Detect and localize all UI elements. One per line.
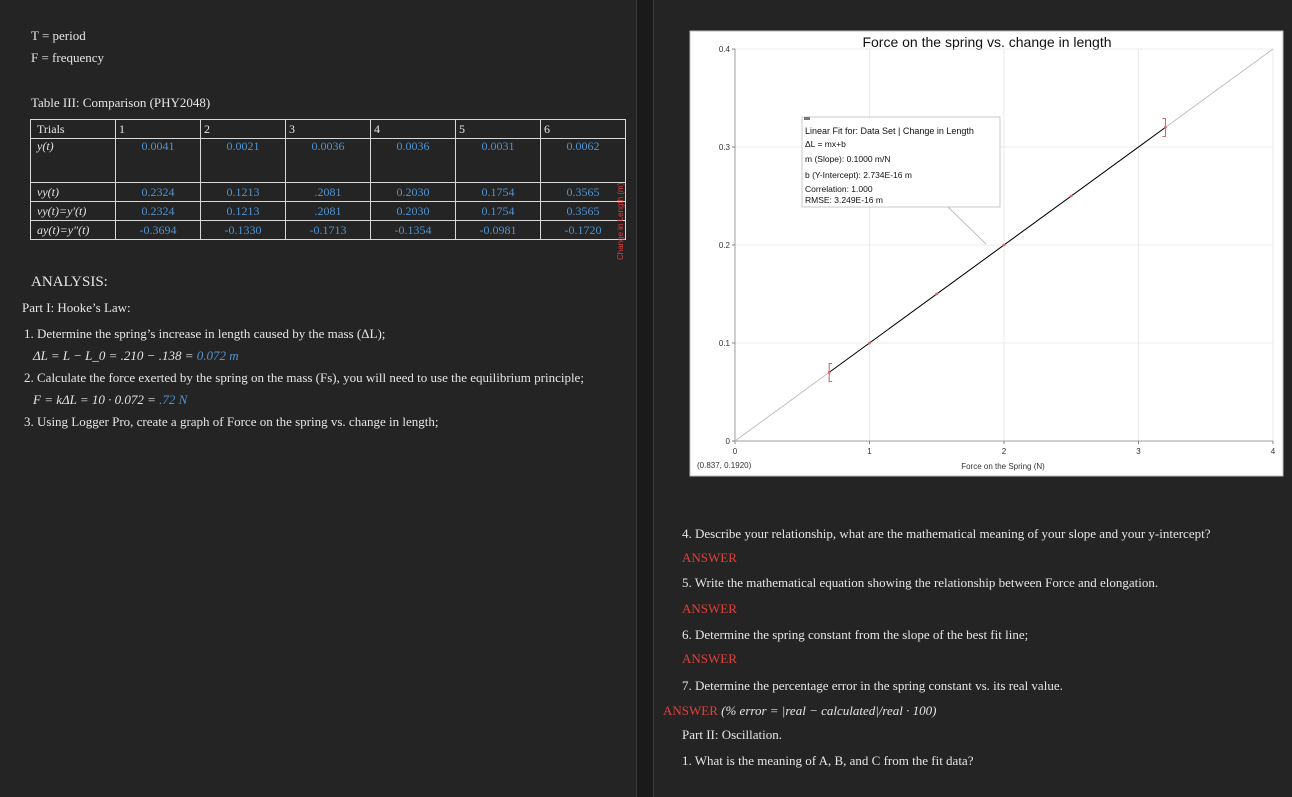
answer-value: .72 N bbox=[159, 392, 188, 407]
table-cell[interactable]: 0.1213 bbox=[201, 183, 286, 202]
table-cell[interactable]: 0.2030 bbox=[371, 183, 456, 202]
table-header-cell: 5 bbox=[456, 120, 541, 139]
x-tick-label: 2 bbox=[1001, 447, 1007, 456]
table-cell[interactable]: -0.1354 bbox=[371, 221, 456, 240]
table-cell[interactable]: 0.0041 bbox=[116, 139, 201, 183]
table-cell[interactable]: 0.2324 bbox=[116, 183, 201, 202]
table-cell[interactable]: 0.0021 bbox=[201, 139, 286, 183]
part2-question-1: 1. What is the meaning of A, B, and C from the fit data? bbox=[682, 753, 974, 768]
coordinate-readout: (0.837, 0.1920) bbox=[697, 461, 752, 470]
table-cell[interactable]: 0.1754 bbox=[456, 202, 541, 221]
data-point[interactable] bbox=[1003, 244, 1006, 247]
y-tick-label: 0.1 bbox=[718, 339, 730, 348]
y-axis-label: Change in Length (m) bbox=[616, 182, 625, 260]
chart-title: Force on the spring vs. change in length bbox=[862, 34, 1112, 50]
answer-5[interactable]: ANSWER bbox=[682, 601, 737, 616]
table-cell[interactable]: .2081 bbox=[286, 202, 371, 221]
answer-4[interactable]: ANSWER bbox=[682, 550, 737, 565]
data-point[interactable] bbox=[828, 371, 831, 374]
fit-box-handle[interactable] bbox=[804, 117, 810, 120]
table-header-cell: 6 bbox=[541, 120, 626, 139]
table-cell[interactable]: 0.2324 bbox=[116, 202, 201, 221]
table-cell[interactable]: -0.1720 bbox=[541, 221, 626, 240]
answer-7: ANSWER bbox=[663, 703, 718, 718]
table-cell[interactable]: -0.1713 bbox=[286, 221, 371, 240]
table-cell[interactable]: 0.0036 bbox=[286, 139, 371, 183]
y-tick-label: 0.3 bbox=[718, 143, 730, 152]
row-label: vy(t)=y′(t) bbox=[31, 202, 116, 221]
x-tick-label: 1 bbox=[867, 447, 872, 456]
table-row bbox=[31, 139, 626, 183]
row-label: ay(t)=y″(t) bbox=[31, 221, 116, 240]
percent-error-formula: (% error = |real − calculated|/real · 100) bbox=[717, 703, 937, 718]
y-tick-label: 0 bbox=[725, 437, 730, 446]
table-cell[interactable]: 0.1754 bbox=[456, 183, 541, 202]
table-cell[interactable]: 0.1213 bbox=[201, 202, 286, 221]
y-tick-label: 0.4 bbox=[718, 45, 730, 54]
table-cell[interactable]: 0.3565 bbox=[541, 183, 626, 202]
analysis-heading: ANALYSIS: bbox=[31, 274, 108, 290]
x-axis-label: Force on the Spring (N) bbox=[961, 462, 1045, 471]
x-tick-label: 4 bbox=[1270, 447, 1276, 456]
data-point[interactable] bbox=[868, 342, 871, 345]
answer-value: 0.072 m bbox=[196, 348, 239, 363]
calculation-text: F = kΔL = 10 · 0.072 = bbox=[33, 392, 160, 407]
question-3: 3. Using Logger Pro, create a graph of Force on the spring vs. change in length; bbox=[24, 414, 439, 429]
table-header-cell: 2 bbox=[201, 120, 286, 139]
question-1-calculation bbox=[33, 348, 239, 364]
table-row bbox=[31, 183, 626, 202]
definition-frequency: F = frequency bbox=[31, 50, 105, 65]
fit-box-line: m (Slope): 0.1000 m/N bbox=[805, 154, 891, 164]
fit-box-line: RMSE: 3.249E-16 m bbox=[805, 195, 883, 205]
page-divider bbox=[636, 0, 654, 797]
table-cell[interactable]: 0.3565 bbox=[541, 202, 626, 221]
definition-period: T = period bbox=[31, 28, 86, 43]
table-header-cell: 4 bbox=[371, 120, 456, 139]
question-5: 5. Write the mathematical equation showing the relationship between Force and elongation. bbox=[682, 575, 1159, 590]
x-tick-label: 0 bbox=[732, 447, 738, 456]
table-cell[interactable]: 0.0031 bbox=[456, 139, 541, 183]
comparison-table[interactable] bbox=[30, 119, 626, 240]
calculation-text: ΔL = L − L_0 = .210 − .138 = bbox=[33, 348, 197, 363]
table-cell[interactable]: 0.2030 bbox=[371, 202, 456, 221]
table-cell[interactable]: 0.0036 bbox=[371, 139, 456, 183]
table-row bbox=[31, 221, 626, 240]
data-point[interactable] bbox=[1070, 195, 1073, 198]
question-2: 2. Calculate the force exerted by the spring on the mass (Fs), you will need to use the equilibrium principle; bbox=[24, 370, 584, 385]
row-label: vy(t) bbox=[31, 183, 116, 202]
table-cell[interactable]: -0.1330 bbox=[201, 221, 286, 240]
data-point[interactable] bbox=[1164, 126, 1167, 129]
table-header-cell: 1 bbox=[116, 120, 201, 139]
table-cell[interactable]: .2081 bbox=[286, 183, 371, 202]
table-header-cell: Trials bbox=[31, 120, 116, 139]
fit-box-line: b (Y-Intercept): 2.734E-16 m bbox=[805, 170, 912, 180]
fit-box-line: Correlation: 1.000 bbox=[805, 184, 873, 194]
x-tick-label: 3 bbox=[1136, 447, 1141, 456]
table-cell[interactable]: -0.3694 bbox=[116, 221, 201, 240]
y-tick-label: 0.2 bbox=[718, 241, 730, 250]
answer-6[interactable]: ANSWER bbox=[682, 651, 737, 666]
fit-box-line: ΔL = mx+b bbox=[805, 139, 846, 149]
question-4: 4. Describe your relationship, what are the mathematical meaning of your slope and your y-intercept? bbox=[682, 526, 1211, 541]
row-label: y(t) bbox=[31, 139, 116, 183]
question-2-calculation bbox=[33, 392, 187, 408]
table-cell[interactable]: 0.0062 bbox=[541, 139, 626, 183]
table-header-cell: 3 bbox=[286, 120, 371, 139]
part1-heading: Part I: Hooke’s Law: bbox=[22, 300, 131, 315]
answer-7-line[interactable] bbox=[663, 703, 936, 719]
part2-heading: Part II: Oscillation. bbox=[682, 727, 783, 742]
question-7: 7. Determine the percentage error in the spring constant vs. its real value. bbox=[682, 678, 1063, 693]
table-header-row bbox=[31, 120, 626, 139]
table-cell[interactable]: -0.0981 bbox=[456, 221, 541, 240]
question-6: 6. Determine the spring constant from the slope of the best fit line; bbox=[682, 627, 1029, 642]
table-row bbox=[31, 202, 626, 221]
logger-pro-graph[interactable] bbox=[616, 31, 1283, 476]
data-point[interactable] bbox=[935, 293, 938, 296]
fit-box-line: Linear Fit for: Data Set | Change in Length bbox=[805, 126, 974, 136]
table-title: Table III: Comparison (PHY2048) bbox=[31, 95, 211, 110]
question-1: 1. Determine the spring’s increase in length caused by the mass (ΔL); bbox=[24, 326, 386, 341]
